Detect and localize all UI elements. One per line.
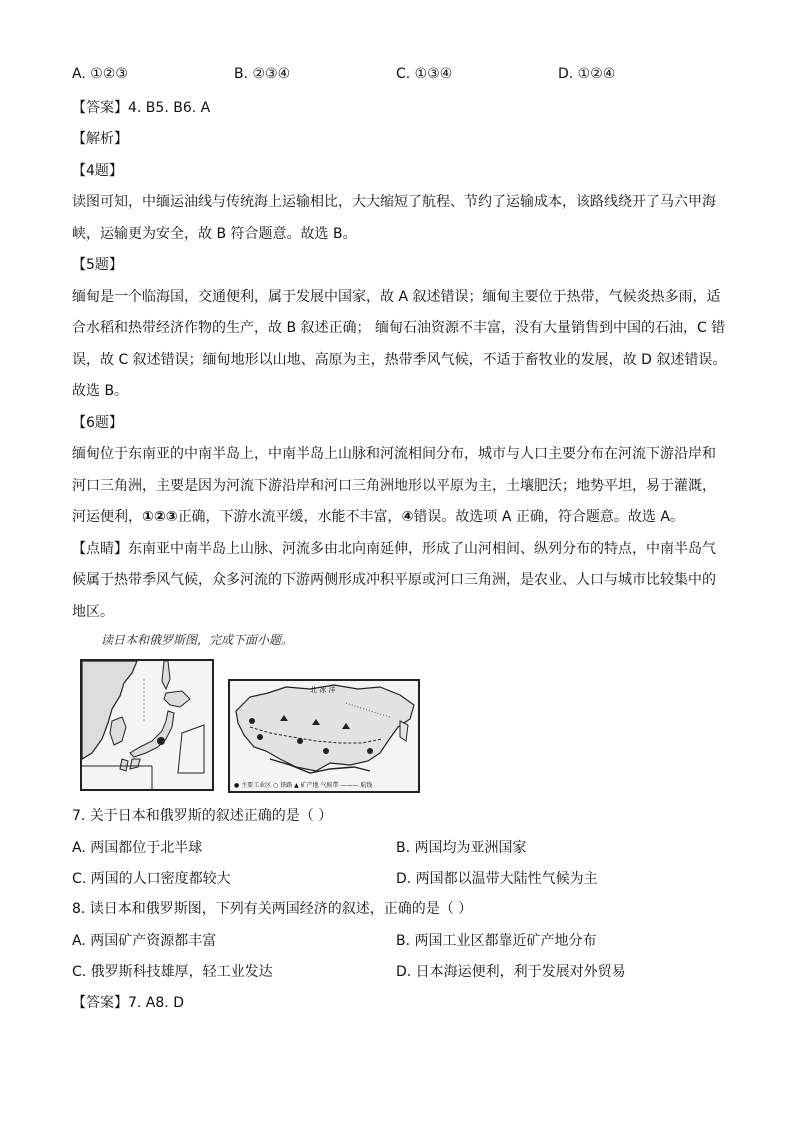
q6-label: 【6题】	[72, 415, 123, 431]
q6-line-3-pre: 河运便利，	[72, 509, 142, 525]
q8-option-b: B. 两国工业区都靠近矿产地分布	[396, 933, 597, 949]
q8-option-c: C. 俄罗斯科技雄厚，轻工业发达	[72, 964, 273, 980]
answer-7-8: 【答案】7. A8. D	[72, 995, 184, 1011]
q6-line-3-post: 错误。故选项 A 正确，符合题意。故选 A。	[413, 509, 684, 525]
russia-map-drawing	[230, 681, 418, 791]
russia-map-sea-label: 北 冰 洋	[310, 686, 336, 694]
answer-4-6: 【答案】4. B5. B6. A	[72, 100, 211, 116]
q4-line-1: 读图可知，中缅运油线与传统海上运输相比，大大缩短了航程、节约了运输成本，该路线绕开了马六甲海	[72, 194, 716, 210]
option-a: A. ①②③	[72, 66, 128, 82]
japan-map-drawing	[82, 661, 212, 789]
q7-option-c: C. 两国的人口密度都较大	[72, 871, 231, 887]
q6-line-3-bold: ①②③	[142, 509, 178, 525]
q7-stem: 7. 关于日本和俄罗斯的叙述正确的是（ ）	[72, 808, 333, 824]
q7-option-a: A. 两国都位于北半球	[72, 840, 203, 856]
highlight-line-2: 候属于热带季风气候，众多河流的下游两侧形成冲积平原或河口三角洲，是农业、人口与城市比较集中的	[72, 572, 716, 588]
analysis-label: 【解析】	[72, 131, 128, 147]
q6-line-3	[72, 507, 684, 527]
q7-option-b: B. 两国均为亚洲国家	[396, 840, 527, 856]
q5-line-1: 缅甸是一个临海国，交通便利，属于发展中国家，故 A 叙述错误；缅甸主要位于热带，气候炎热多雨，适	[72, 289, 721, 305]
q5-line-2: 合水稻和热带经济作物的生产，故 B 叙述正确； 缅甸石油资源不丰富，没有大量销售到中国的石油，C 错	[72, 320, 726, 336]
q6-line-3-bold2: ④	[401, 509, 414, 525]
russia-map-legend: ● 主要工业区 ○ 铁路 ▲ 矿产地 气候带 ——— 航线	[234, 782, 373, 789]
highlight-text-1: 东南亚中南半岛上山脉、河流多由北向南延伸，形成了山河相间、纵列分布的特点，中南半岛气	[128, 541, 716, 557]
highlight-line-3: 地区。	[72, 604, 114, 620]
q6-line-3-mid: 正确，下游水流平缓，水能不丰富，	[177, 509, 402, 525]
q8-option-a: A. 两国矿产资源都丰富	[72, 933, 217, 949]
q8-stem: 8. 读日本和俄罗斯图，下列有关两国经济的叙述，正确的是（ ）	[72, 901, 473, 917]
russia-map	[228, 679, 420, 793]
q6-line-2: 河口三角洲，主要是因为河流下游沿岸和河口三角洲地形以平原为主，土壤肥沃；地势平坦，易于灌溉，	[72, 478, 716, 494]
option-d: D. ①②④	[558, 66, 616, 82]
q7-option-d: D. 两国都以温带大陆性气候为主	[396, 871, 598, 887]
q5-line-3: 误，故 C 叙述错误；缅甸地形以山地、高原为主，热带季风气候，不适于畜牧业的发展，故 D 叙述错误。	[72, 352, 727, 368]
highlight-label: 【点睛】	[72, 541, 128, 557]
q5-line-4: 故选 B。	[72, 383, 129, 399]
q8-option-d: D. 日本海运便利，利于发展对外贸易	[396, 964, 626, 980]
japan-map	[80, 659, 214, 791]
q4-line-2: 峡，运输更为安全，故 B 符合题意。故选 B。	[72, 226, 357, 242]
q6-line-1: 缅甸位于东南亚的中南半岛上，中南半岛上山脉和河流相间分布，城市与人口主要分布在河流下游沿岸和	[72, 446, 716, 462]
q4-label: 【4题】	[72, 163, 123, 179]
option-c: C. ①③④	[396, 66, 453, 82]
q5-label: 【5题】	[72, 257, 123, 273]
highlight-line-1	[72, 539, 716, 559]
option-b: B. ②③④	[234, 66, 291, 82]
figure-caption: 读日本和俄罗斯图，完成下面小题。	[101, 633, 294, 647]
